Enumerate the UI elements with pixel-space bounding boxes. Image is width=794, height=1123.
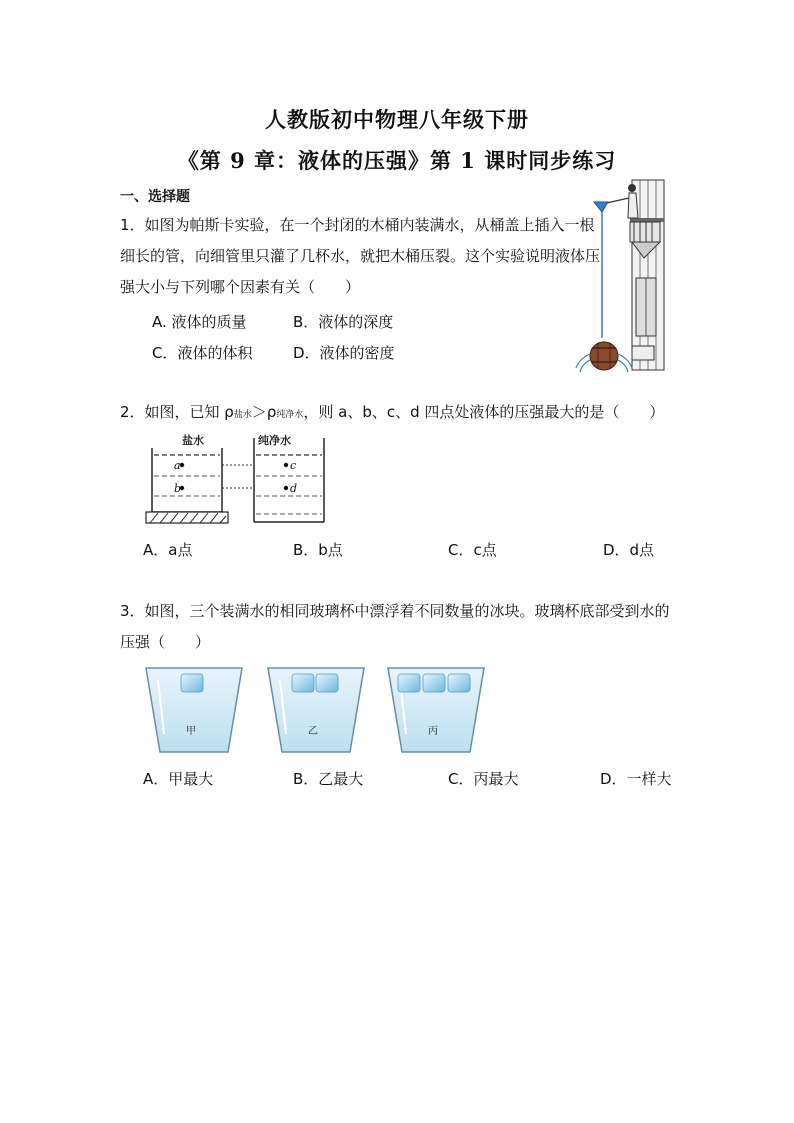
containers-figure — [140, 430, 335, 526]
question-3-text: 3．如图，三个装满水的相同玻璃杯中漂浮着不同数量的冰块。玻璃杯底部受到水的压强（ ） — [120, 602, 670, 651]
q2-sub-saltwater: 盐水 — [233, 410, 252, 420]
q3-option-b[interactable]: B．乙最大 — [293, 770, 364, 788]
label-purewater: 纯净水 — [258, 434, 291, 447]
q2-sub-purewater: 纯净水 — [276, 410, 304, 420]
q2-option-c[interactable]: C．c点 — [448, 541, 497, 559]
pascal-barrel-figure — [574, 178, 666, 373]
q2-prefix: 2．如图，已知 ρ — [120, 403, 234, 421]
q2-option-a[interactable]: A．a点 — [143, 541, 193, 559]
q1-option-b[interactable]: B．液体的深度 — [293, 313, 394, 331]
cup-label-bing: 丙 — [428, 726, 438, 737]
point-a-label: a — [174, 459, 181, 472]
q1-option-c[interactable]: C．液体的体积 — [152, 344, 253, 362]
section-heading: 一、选择题 — [120, 189, 190, 205]
q1-option-d[interactable]: D．液体的密度 — [293, 344, 395, 362]
cup-jia — [146, 668, 242, 752]
ice-cups-figure — [144, 664, 494, 756]
cup-bing — [388, 668, 484, 752]
question-1-text: 1．如图为帕斯卡实验，在一个封闭的木桶内装满水，从桶盖上插入一根细长的管，向细管里只灌了几杯水，就把木桶压裂。这个实验说明液体压强大小与下列哪个因素有关（ ） — [120, 216, 601, 296]
q2-option-b[interactable]: B．b点 — [293, 541, 343, 559]
question-2-text — [120, 397, 680, 431]
cup-label-jia: 甲 — [186, 726, 196, 737]
q3-option-a[interactable]: A．甲最大 — [143, 770, 214, 788]
page-subtitle: 《第 9 章：液体的压强》第 1 课时同步练习 — [177, 148, 617, 173]
q2-suffix: ，则 a、b、c、d 四点处液体的压强最大的是（ ） — [303, 403, 665, 421]
q2-option-d[interactable]: D．d点 — [603, 541, 655, 559]
point-d-label: d — [290, 482, 298, 495]
label-saltwater: 盐水 — [182, 434, 204, 447]
point-b-label: b — [174, 482, 182, 495]
point-c-label: c — [290, 459, 297, 472]
q2-greater-than: ＞ρ — [251, 403, 277, 421]
cup-yi — [268, 668, 364, 752]
q3-option-c[interactable]: C．丙最大 — [448, 770, 519, 788]
page-title: 人教版初中物理八年级下册 — [265, 107, 529, 132]
q3-option-d[interactable]: D．一样大 — [600, 770, 672, 788]
q1-option-a[interactable]: A. 液体的质量 — [152, 313, 247, 331]
cup-label-yi: 乙 — [308, 726, 318, 737]
